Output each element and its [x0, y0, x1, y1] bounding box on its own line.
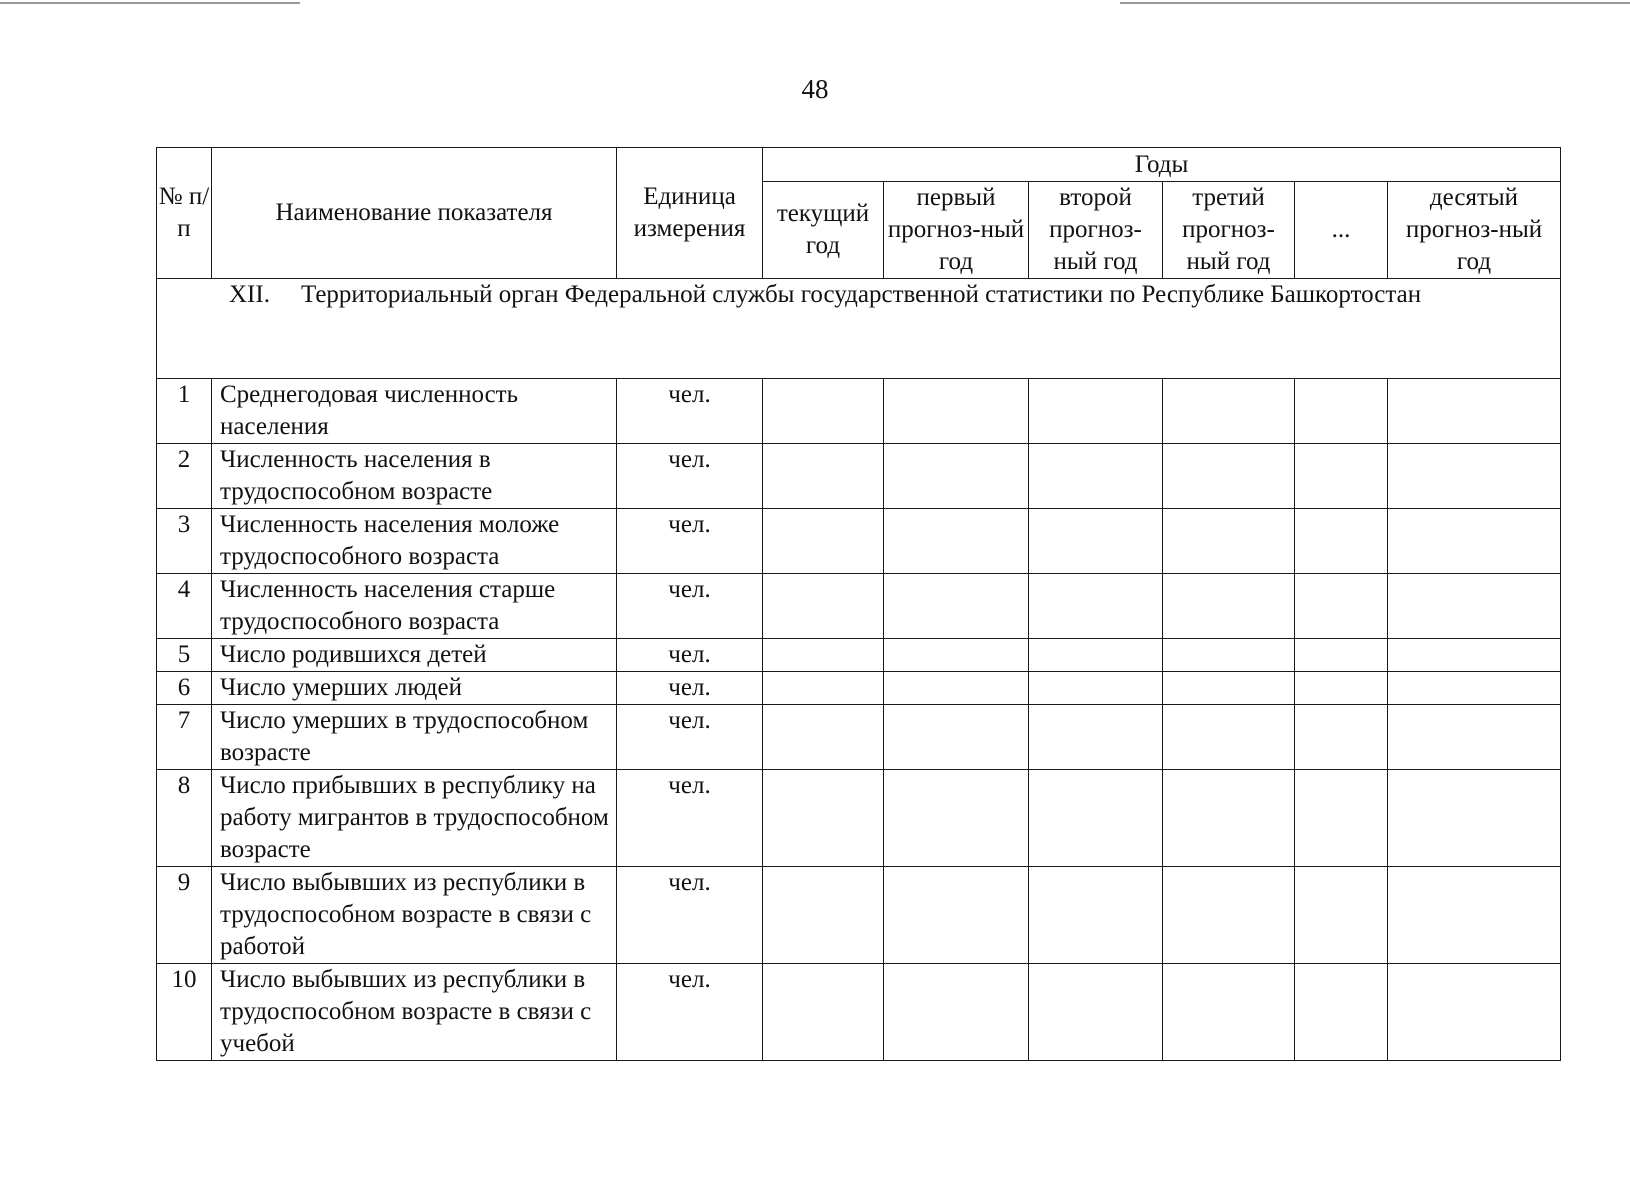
row-number: 6 — [157, 672, 212, 705]
cell-current-year — [763, 574, 884, 639]
cell-second-year — [1029, 379, 1163, 444]
cell-ellipsis — [1295, 705, 1388, 770]
cell-third-year — [1163, 639, 1295, 672]
cell-current-year — [763, 964, 884, 1061]
row-unit: чел. — [617, 867, 763, 964]
cell-third-year — [1163, 444, 1295, 509]
header-year-tenth: десятый прогноз-ный год — [1388, 182, 1561, 279]
cell-second-year — [1029, 574, 1163, 639]
cell-ellipsis — [1295, 964, 1388, 1061]
table-row — [157, 639, 1561, 672]
cell-current-year — [763, 672, 884, 705]
table-row — [157, 705, 1561, 770]
table-row — [157, 964, 1561, 1061]
cell-first-year — [884, 574, 1029, 639]
cell-tenth-year — [1388, 574, 1561, 639]
table-row — [157, 574, 1561, 639]
row-unit: чел. — [617, 705, 763, 770]
header-year-current: текущий год — [763, 182, 884, 279]
cell-first-year — [884, 672, 1029, 705]
cell-third-year — [1163, 672, 1295, 705]
cell-second-year — [1029, 770, 1163, 867]
cell-second-year — [1029, 672, 1163, 705]
row-number: 3 — [157, 509, 212, 574]
cell-third-year — [1163, 770, 1295, 867]
row-name: Число умерших в трудоспособном возрасте — [212, 705, 617, 770]
header-row-years — [157, 148, 1561, 182]
header-unit: Единица измерения — [617, 148, 763, 279]
table-row — [157, 379, 1561, 444]
cell-ellipsis — [1295, 867, 1388, 964]
header-year-third: третий прогноз-ный год — [1163, 182, 1295, 279]
row-unit: чел. — [617, 672, 763, 705]
cell-ellipsis — [1295, 770, 1388, 867]
cell-first-year — [884, 867, 1029, 964]
row-name: Численность населения моложе трудоспособного возраста — [212, 509, 617, 574]
cell-ellipsis — [1295, 574, 1388, 639]
cell-second-year — [1029, 964, 1163, 1061]
row-number: 2 — [157, 444, 212, 509]
cell-tenth-year — [1388, 509, 1561, 574]
scan-edge-line-right — [1120, 2, 1630, 4]
cell-second-year — [1029, 705, 1163, 770]
row-unit: чел. — [617, 509, 763, 574]
table-row — [157, 672, 1561, 705]
cell-third-year — [1163, 867, 1295, 964]
cell-third-year — [1163, 705, 1295, 770]
cell-ellipsis — [1295, 509, 1388, 574]
row-unit: чел. — [617, 379, 763, 444]
cell-ellipsis — [1295, 379, 1388, 444]
cell-ellipsis — [1295, 444, 1388, 509]
page-number: 48 — [801, 74, 829, 104]
cell-tenth-year — [1388, 672, 1561, 705]
row-unit: чел. — [617, 639, 763, 672]
cell-tenth-year — [1388, 444, 1561, 509]
scan-edge-line-left — [0, 2, 300, 4]
cell-first-year — [884, 444, 1029, 509]
table-row — [157, 444, 1561, 509]
cell-second-year — [1029, 444, 1163, 509]
row-name: Число умерших людей — [212, 672, 617, 705]
cell-first-year — [884, 705, 1029, 770]
cell-tenth-year — [1388, 379, 1561, 444]
cell-current-year — [763, 867, 884, 964]
row-name: Число прибывших в республику на работу мигрантов в трудоспособном возрасте — [212, 770, 617, 867]
cell-tenth-year — [1388, 639, 1561, 672]
cell-third-year — [1163, 509, 1295, 574]
row-number: 4 — [157, 574, 212, 639]
cell-first-year — [884, 964, 1029, 1061]
row-name: Число выбывших из республики в трудоспособном возрасте в связи с работой — [212, 867, 617, 964]
cell-current-year — [763, 770, 884, 867]
header-name: Наименование показателя — [212, 148, 617, 279]
row-number: 9 — [157, 867, 212, 964]
cell-tenth-year — [1388, 867, 1561, 964]
cell-first-year — [884, 509, 1029, 574]
table-row — [157, 867, 1561, 964]
cell-tenth-year — [1388, 964, 1561, 1061]
row-unit: чел. — [617, 964, 763, 1061]
cell-current-year — [763, 444, 884, 509]
cell-second-year — [1029, 867, 1163, 964]
cell-current-year — [763, 705, 884, 770]
row-name: Численность населения в трудоспособном возрасте — [212, 444, 617, 509]
header-years: Годы — [763, 148, 1561, 182]
cell-tenth-year — [1388, 705, 1561, 770]
row-unit: чел. — [617, 444, 763, 509]
row-unit: чел. — [617, 574, 763, 639]
cell-ellipsis — [1295, 639, 1388, 672]
table-row — [157, 770, 1561, 867]
section-heading — [157, 279, 1561, 379]
cell-tenth-year — [1388, 770, 1561, 867]
cell-third-year — [1163, 574, 1295, 639]
row-number: 5 — [157, 639, 212, 672]
header-year-ellipsis: ... — [1295, 182, 1388, 279]
row-unit: чел. — [617, 770, 763, 867]
section-number: XII. — [229, 281, 270, 308]
indicator-table — [156, 147, 1561, 1061]
table-row — [157, 509, 1561, 574]
header-num: № п/п — [157, 148, 212, 279]
cell-third-year — [1163, 379, 1295, 444]
row-name: Численность населения старше трудоспособного возраста — [212, 574, 617, 639]
cell-third-year — [1163, 964, 1295, 1061]
section-row — [157, 279, 1561, 379]
cell-current-year — [763, 509, 884, 574]
cell-first-year — [884, 379, 1029, 444]
row-number: 10 — [157, 964, 212, 1061]
row-name: Число выбывших из республики в трудоспособном возрасте в связи с учебой — [212, 964, 617, 1061]
row-name: Среднегодовая численность населения — [212, 379, 617, 444]
cell-first-year — [884, 770, 1029, 867]
cell-first-year — [884, 639, 1029, 672]
section-title-text: Территориальный орган Федеральной службы государственной статистики по Республике Башкортостан — [301, 281, 1422, 308]
row-number: 7 — [157, 705, 212, 770]
row-name: Число родившихся детей — [212, 639, 617, 672]
cell-current-year — [763, 639, 884, 672]
cell-ellipsis — [1295, 672, 1388, 705]
row-number: 1 — [157, 379, 212, 444]
cell-second-year — [1029, 639, 1163, 672]
header-year-first: первый прогноз-ный год — [884, 182, 1029, 279]
header-year-second: второй прогноз-ный год — [1029, 182, 1163, 279]
cell-current-year — [763, 379, 884, 444]
cell-second-year — [1029, 509, 1163, 574]
row-number: 8 — [157, 770, 212, 867]
